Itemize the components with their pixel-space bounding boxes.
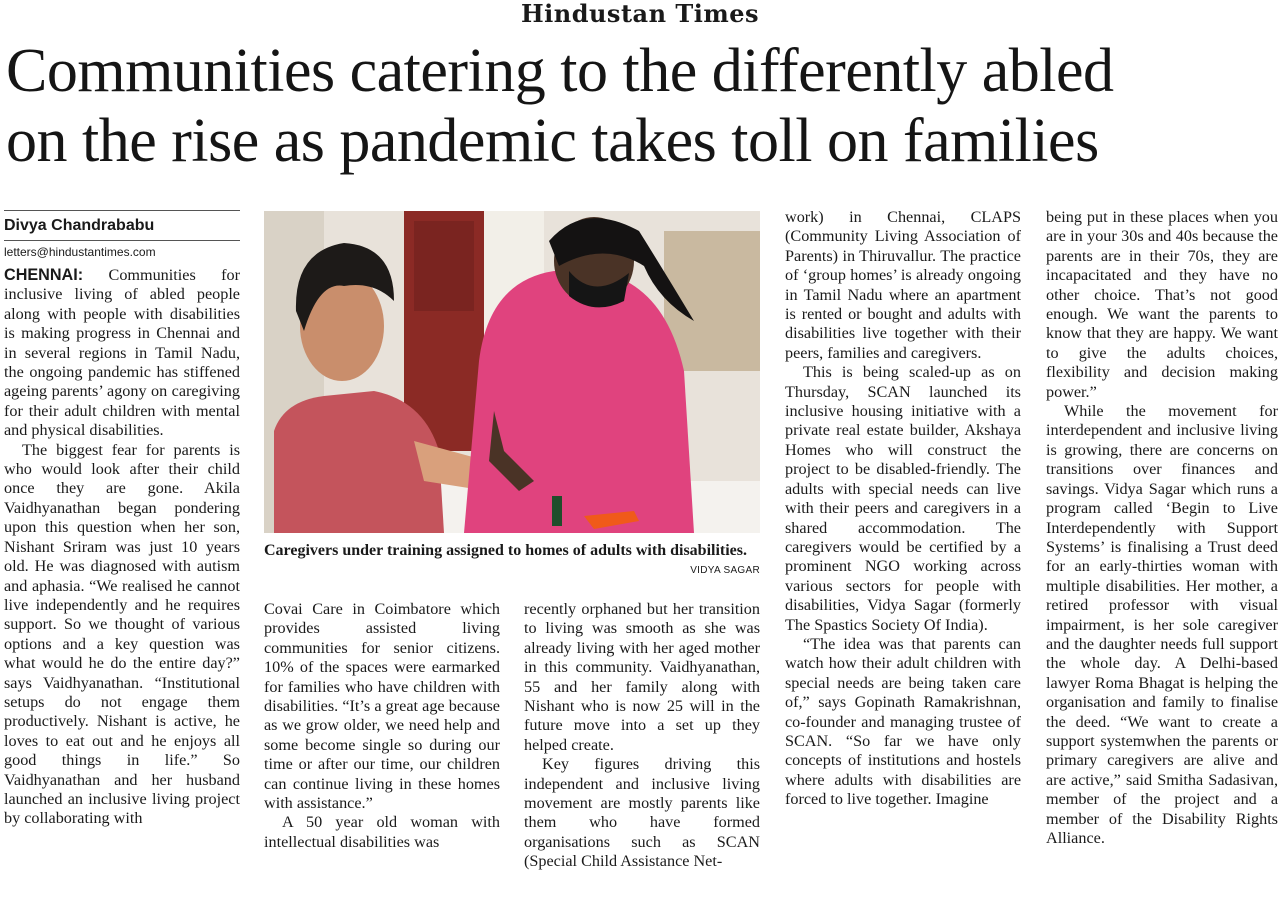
photo-bottle [552,496,562,526]
article-column-1 [4,266,240,874]
paragraph: The biggest fear for parents is who would look after their child once they are gone. Akila Vaidhyanathan began pondering upon this question when her son, Nishant Sriram was just 10 years old. He was diagnosed with autism and aphasia. “We realised he cannot live independently and he requires support. So we thought of various options and a key question was what would he do the entire day?” says Vaidhyanathan. “Institutional setups do not engage them productively. Nishant is active, he loves to eat out and he enjoys all good things in life.” So Vaidhyanathan and her husband launched an inclusive living project by collaborating with [4,440,240,828]
byline-email: letters@hindustantimes.com [4,245,156,259]
paragraph: While the movement for interdependent and inclusive living is growing, there are concerns on transitions over finances and savings. Vidya Sagar which runs a program called ‘Begin to Live Interdependently with Support Systems’ is finalising a Trust deed for an early-thirties woman with multiple disabilities. Her mother, a retired professor with visual impairment, is her sole caregiver and the daughter needs full support the whole day. A Delhi-based lawyer Roma Bhagat is helping the organisation and family to finalise the deed. “We want to create a support systemwhen the parents or primary caregivers are alive and are active,” said Smitha Sadasivan, member of the project and a member of the Disability Rights Alliance. [1046,402,1278,847]
article-photo [264,211,760,533]
paragraph: being put in these places when you are in your 30s and 40s because the parents are in their 70s, they are incapacitated and they have no other choice. That’s not good enough. We want the parents to know that they are happy. We want to give the adults choices, flexibility and decision making power.” [1046,208,1278,401]
article-column-5 [1046,208,1278,874]
paragraph: Covai Care in Coimbatore which provides assisted living communities for senior citizens. 10% of the spaces were earmarked for families who have children with disabilities. “It’s a great age because as we grow older, we need help and some become single so during our time or after our time, our children can continue living in these homes with assistance.” [264,600,500,813]
dateline: CHENNAI: [4,266,84,284]
masthead-logo: Hindustan Times [520,0,760,28]
paragraph: recently orphaned but her transition to living was smooth as she was already living with her aged mother in this community. Vaidhyanathan, 55 and her family along with Nishant who is now 25 will in the future move into a set up they helped create. [524,600,760,754]
caregivers-photo-illustration [264,211,760,533]
paragraph-text: Communities for inclusive living of abled people along with people with disabilities is making progress in Chennai and in several regions in Tamil Nadu, the ongoing pandemic has stiffened ageing parents’ agony on caregiving for their adult children with mental and physical disabilities. [4,266,240,440]
headline-line-1: Communities catering to the differently abled [6,37,1114,105]
photo-door-panel [414,221,474,311]
paragraph: A 50 year old woman with intellectual disabilities was [264,813,500,851]
photo-caption: Caregivers under training assigned to homes of adults with disabilities. [264,542,748,559]
article-column-3 [524,600,760,874]
article-column-2 [264,600,500,874]
photo-credit: VIDYA SAGAR [690,565,760,576]
headline-line-2: on the rise as pandemic takes toll on families [6,107,1099,175]
paragraph: work) in Chennai, CLAPS (Community Living Association of Parents) in Thiruvallur. The practice of ‘group homes’ is already ongoing in Tamil Nadu where an apartment is rented or bought and adults with disabilities live together with their peers, families and caregivers. [785,208,1021,362]
article-column-4 [785,208,1021,874]
headline [6,36,1276,176]
paragraph: This is being scaled-up as on Thursday, SCAN launched its inclusive housing initiative with a private real estate builder, Akshaya Homes who will construct the project to be disabled-friendly. The adults with special needs can live with their peers and caregivers in a shared accommodation. The caregivers would be certified by a prominent NGO working across various sectors for people with disabilities, Vidya Sagar (formerly The Spastics Society Of India). [785,363,1021,634]
byline-author: Divya Chandrababu [4,217,240,241]
paragraph: “The idea was that parents can watch how their adult children with special needs are being taken care of,” says Gopinath Ramakrishnan, co-founder and managing trustee of SCAN. “So far we have only concepts of institutions and hostels where adults with disabilities are forced to live together. Imagine [785,634,1021,809]
paragraph: Key figures driving this independent and inclusive living movement are mostly parents like them who have formed organisations such as SCAN (Special Child Assistance Net- [524,755,760,871]
paragraph [4,266,240,441]
byline [4,210,240,259]
